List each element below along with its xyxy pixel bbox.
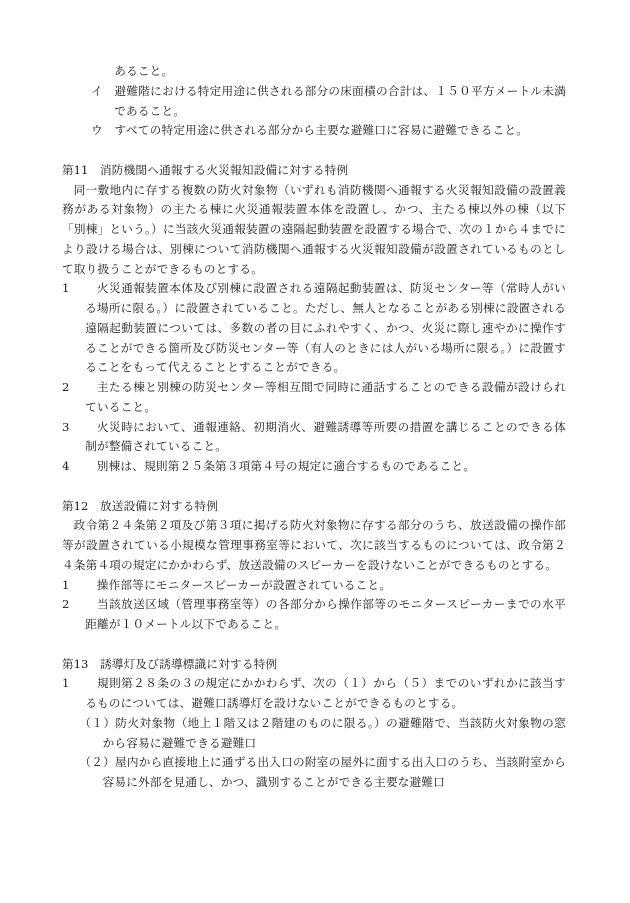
paragraph-spacer [62,635,566,655]
list-item-marker: （２） [79,755,116,770]
section-title: 放送設備に対する特例 [99,498,219,513]
section-number: 第13 [62,656,89,671]
numbered-list-item [62,418,566,458]
continuation-line: あること。 [114,64,174,78]
list-item-text: すべての特定用途に供される部分から主要な避難口に容易に避難できること。 [114,123,529,138]
body-paragraph: 同一敷地内に存する複数の防火対象物（いずれも消防機関へ通報する火災報知設備の設置義務がある対象物）の主たる棟に火災通報装置本体を設置し、かつ、主たる棟以外の棟（以下「別棟」という。）に当該火災通報装置の遠隔起動装置を設置する場合で、次の１から４までにより設ける場合は、別棟について消防機関へ通報する火災報知設備が設置されているものとして取り扱うことができるものとする。 [62,182,566,276]
section-heading [62,655,566,675]
list-item-text: 防火対象物（地上１階又は２階建のものに限る。）の避難階で、当該防火対象物の窓から容易に避難できる避難口 [102,715,566,750]
numbered-list-item [62,279,566,378]
list-item-text: 別棟は、規則第２５条第３項第４号の規定に適合するものであること。 [96,459,476,473]
document-body [62,62,566,793]
paren-list-item [62,714,566,754]
section-title: 誘導灯及び誘導標識に対する特例 [99,656,278,671]
numbered-list-item [62,576,566,596]
kana-list-item [62,82,566,122]
list-item-marker: 1 [62,577,70,592]
list-item-text: 操作部等にモニタースピーカーが設置されていること。 [96,577,392,592]
list-item-marker: 1 [62,676,70,691]
list-item-text: 当該放送区域（管理事務室等）の各部分から操作部等のモニタースピーカーまでの水平距離が１０メートル以下であること。 [85,597,566,631]
list-item-marker: 1 [62,281,70,296]
list-item-marker: ウ [91,123,103,138]
list-item-text: 避難階における特定用途に供される部分の床面積の合計は、１５０平方メートル未満であること。 [114,83,566,118]
numbered-list-item [62,595,566,635]
list-item-marker: 3 [62,419,70,434]
list-item-marker: 2 [62,380,70,394]
section-number: 第12 [62,498,89,513]
section-number: 第11 [62,162,89,177]
list-item-marker: 2 [62,597,70,612]
list-item-text: 規則第２８条の３の規定にかかわらず、次の（１）から（５）までのいずれかに該当するものについては、避難口誘導灯を設けないことができるものとする。 [85,676,566,710]
list-item-text: 火災通報装置本体及び別棟に設置される遠隔起動装置は、防災センター等（常時人がいる場所に限る。）に設置されていること。ただし、無人となることがある別棟に設置される遠隔起動装置については、多数の者の目にふれやすく、かつ、火災に際し速やかに操作することができる箇所及び防災センター等（有人のときには人がいる場所に限る。）に設置することをもって代えることとすることができる。 [85,281,566,375]
numbered-list-item [62,674,566,714]
section-title: 消防機関へ通報する火災報知設備に対する特例 [99,162,349,177]
list-item-marker: （１） [79,715,116,730]
list-item-marker: イ [91,83,103,98]
list-item-text: 屋内から直接地上に通ずる出入口の附室の屋外に面する出入口のうち、当該附室から容易に外部を見通し、かつ、識別することができる主要な避難口 [102,755,566,789]
list-item-text: 主たる棟と別棟の防災センター等相互間で同時に通話することのできる設備が設けられていること。 [85,380,566,414]
numbered-list-item [62,457,566,477]
paren-list-item [62,753,566,793]
list-item-text: 火災時において、通報連絡、初期消火、避難誘導等所要の措置を講じることのできる体制が整備されていること。 [85,419,566,454]
paragraph-spacer [62,141,566,161]
section-heading [62,497,566,517]
kana-list-item [62,121,566,141]
numbered-list-item [62,378,566,418]
paragraph-spacer [62,477,566,497]
section-heading [62,161,566,181]
list-item-marker: 4 [62,459,70,473]
body-paragraph: 政令第２４条第２項及び第３項に掲げる防火対象物に存する部分のうち、放送設備の操作部等が設置されている小規模な管理事務室等において、次に該当するものについては、政令第２４条第４項の規定にかかわらず、放送設備のスピーカーを設けないことができるものとする。 [62,518,566,572]
